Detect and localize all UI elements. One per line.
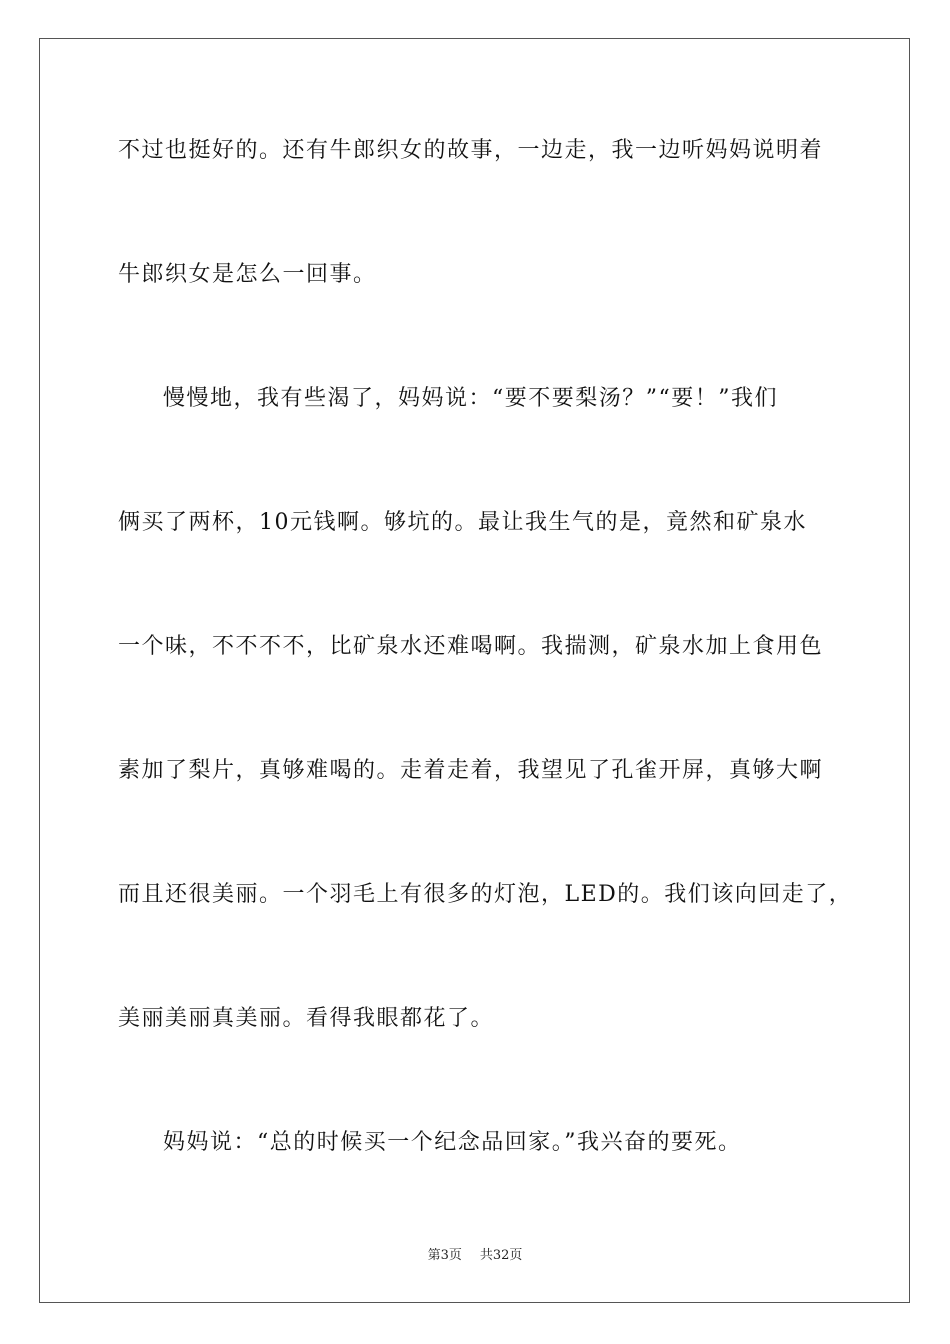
- text-line-9: 妈妈说：“总的时候买一个纪念品回家。”我兴奋的要死。: [163, 1130, 742, 1155]
- total-pages: 共32页: [479, 1248, 523, 1263]
- page-border: [39, 38, 910, 1303]
- text-line-7: 而且还很美丽。一个羽毛上有很多的灯泡，LED的。我们该向回走了，: [118, 882, 853, 907]
- page-number: 第3页: [427, 1248, 462, 1263]
- text-line-5: 一个味，不不不不，比矿泉水还难喝啊。我揣测，矿泉水加上食用色: [118, 634, 824, 659]
- text-line-1: 不过也挺好的。还有牛郎织女的故事，一边走，我一边听妈妈说明着: [118, 138, 824, 163]
- text-line-8: 美丽美丽真美丽。看得我眼都花了。: [118, 1006, 495, 1031]
- page-footer: [0, 1247, 950, 1265]
- text-line-3: 慢慢地，我有些渴了，妈妈说：“要不要梨汤？”“要！”我们: [163, 386, 778, 411]
- text-line-2: 牛郎织女是怎么一回事。: [118, 262, 377, 287]
- text-line-4: 俩买了两杯，10元钱啊。够坑的。最让我生气的是，竟然和矿泉水: [118, 510, 807, 535]
- text-line-6: 素加了梨片，真够难喝的。走着走着，我望见了孔雀开屏，真够大啊: [118, 758, 824, 783]
